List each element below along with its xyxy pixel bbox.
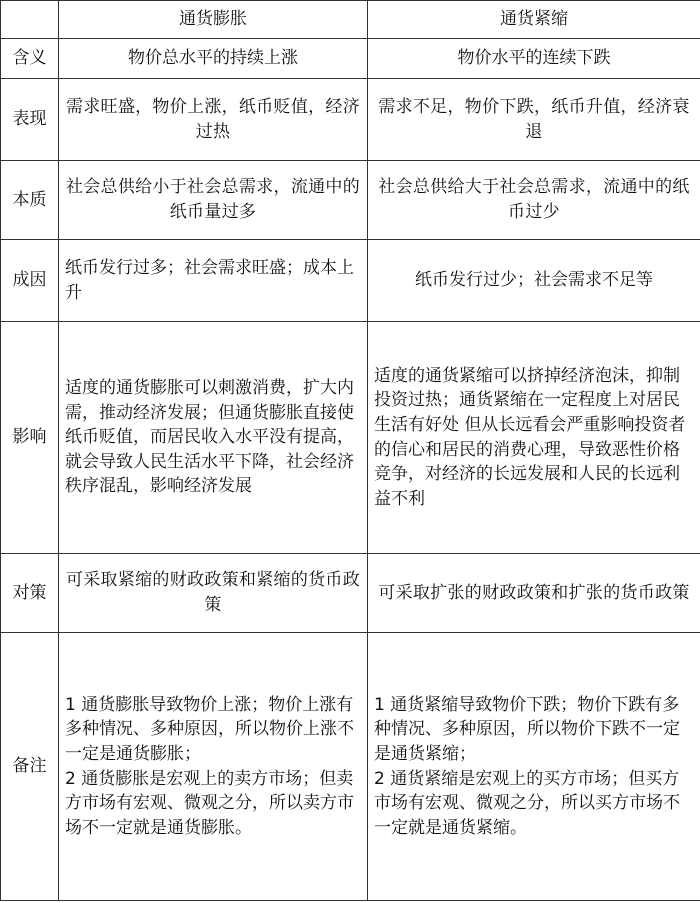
notes-inflation [59, 633, 368, 901]
row-label-manifestation: 表现 [1, 79, 59, 161]
row-notes [1, 633, 700, 901]
meaning-inflation: 物价总水平的持续上涨 [59, 39, 368, 79]
row-meaning [1, 39, 700, 79]
row-essence [1, 161, 700, 240]
row-label-meaning: 含义 [1, 39, 59, 79]
row-label-countermeasure: 对策 [1, 554, 59, 633]
notes-deflation-line-1: 1 通货紧缩导致物价下跌；物价下跌有多种情况、多种原因，所以物价下跌不一定是通货紧缩； [374, 694, 680, 764]
header-deflation: 通货紧缩 [368, 1, 700, 39]
row-label-notes: 备注 [1, 633, 59, 901]
manifestation-deflation: 需求不足，物价下跌，纸币升值，经济衰退 [368, 79, 700, 161]
notes-deflation-line-2: 2 通货紧缩是宏观上的买方市场；但买方市场有宏观、微观之分，所以买方市场不一定就是通货紧缩。 [374, 768, 680, 838]
manifestation-inflation: 需求旺盛，物价上涨，纸币贬值，经济过热 [59, 79, 368, 161]
header-blank-cell [1, 1, 59, 39]
row-manifestation [1, 79, 700, 161]
header-inflation: 通货膨胀 [59, 1, 368, 39]
row-impact [1, 322, 700, 554]
notes-deflation [368, 633, 700, 901]
row-label-cause: 成因 [1, 240, 59, 322]
impact-deflation: 适度的通货紧缩可以挤掉经济泡沫，抑制投资过热；通货紧缩在一定程度上对居民生活有好处 但从长远看会严重影响投资者的信心和居民的消费心理，导致恶性价格竞争，对经济的长远发展和人民的长远利益不利 [368, 322, 700, 554]
cause-deflation: 纸币发行过少；社会需求不足等 [368, 240, 700, 322]
meaning-deflation: 物价水平的连续下跌 [368, 39, 700, 79]
impact-inflation: 适度的通货膨胀可以刺激消费，扩大内需，推动经济发展；但通货膨胀直接使纸币贬值，而居民收入水平没有提高，就会导致人民生活水平下降，社会经济秩序混乱，影响经济发展 [59, 322, 368, 554]
essence-inflation: 社会总供给小于社会总需求，流通中的纸币量过多 [59, 161, 368, 240]
countermeasure-deflation: 可采取扩张的财政政策和扩张的货币政策 [368, 554, 700, 633]
cause-inflation: 纸币发行过多；社会需求旺盛；成本上升 [59, 240, 368, 322]
row-label-essence: 本质 [1, 161, 59, 240]
header-row [1, 1, 700, 39]
row-label-impact: 影响 [1, 322, 59, 554]
row-cause [1, 240, 700, 322]
countermeasure-inflation: 可采取紧缩的财政政策和紧缩的货币政策 [59, 554, 368, 633]
essence-deflation: 社会总供给大于社会总需求，流通中的纸币过少 [368, 161, 700, 240]
notes-inflation-line-2: 2 通货膨胀是宏观上的卖方市场；但卖方市场有宏观、微观之分，所以卖方市场不一定就是通货膨胀。 [65, 768, 354, 838]
notes-inflation-line-1: 1 通货膨胀导致物价上涨；物价上涨有多种情况、多种原因，所以物价上涨不一定是通货膨胀； [65, 694, 354, 764]
row-countermeasure [1, 554, 700, 633]
